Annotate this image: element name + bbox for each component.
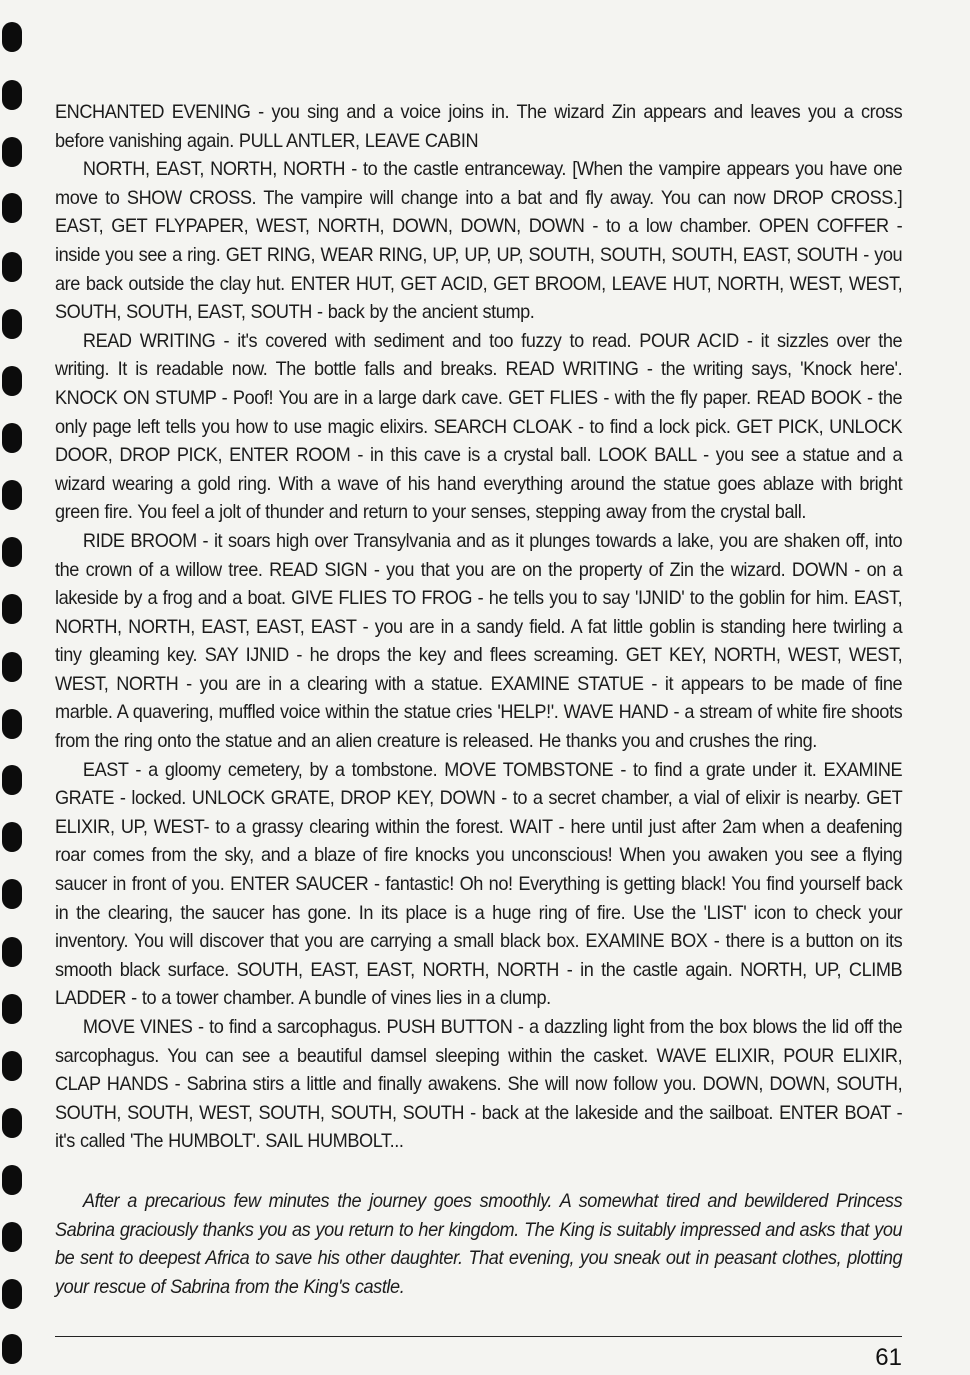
binding-hole	[2, 765, 22, 795]
binding-holes	[0, 0, 40, 1375]
walkthrough-paragraph: ENCHANTED EVENING - you sing and a voice joins in. The wizard Zin appears and leaves you a cross before vanishing again. PULL ANTLER, LEAVE CABIN	[55, 101, 903, 152]
binding-hole	[2, 652, 22, 682]
binding-hole	[2, 594, 22, 624]
binding-hole	[2, 309, 22, 339]
binding-hole	[2, 1108, 22, 1138]
binding-hole	[2, 937, 22, 967]
binding-hole	[2, 1051, 22, 1081]
binding-hole	[2, 137, 22, 167]
binding-hole	[2, 193, 22, 223]
binding-hole	[2, 1279, 22, 1309]
binding-hole	[2, 423, 22, 453]
walkthrough-paragraph: MOVE VINES - to find a sarcophagus. PUSH BUTTON - a dazzling light from the box blows the lid off the sarcophagus. You can see a beautiful damsel sleeping within the casket. WAVE ELIXIR, POUR ELIXIR, CLAP HANDS - Sabrina stirs a little and finally awakens. She will now follow you. DOWN, DOWN, SOUTH, SOUTH, SOUTH, WEST, SOUTH, SOUTH, SOUTH - back at the lakeside and the sailboat. ENTER BOAT - it's called 'The HUMBOLT'. SAIL HUMBOLT...	[55, 1016, 903, 1153]
binding-hole	[2, 22, 22, 52]
binding-hole	[2, 1222, 22, 1252]
binding-hole	[2, 537, 22, 567]
binding-hole	[2, 80, 22, 110]
walkthrough-paragraph: NORTH, EAST, NORTH, NORTH - to the castle entranceway. [When the vampire appears you have one move to SHOW CROSS. The vampire will change into a bat and fly away. You can now DROP CROSS.] EAST, GET FLYPAPER, WEST, NORTH, DOWN, DOWN, DOWN - to a low chamber. OPEN COFFER - inside you see a ring. GET RING, WEAR RING, UP, UP, UP, SOUTH, SOUTH, SOUTH, EAST, SOUTH - you are back outside the clay hut. ENTER HUT, GET ACID, GET BROOM, LEAVE HUT, NORTH, WEST, WEST, SOUTH, SOUTH, EAST, SOUTH - back by the ancient stump.	[55, 158, 903, 324]
binding-hole	[2, 879, 22, 909]
footer-rule	[55, 1336, 902, 1337]
walkthrough-text	[55, 98, 902, 1301]
walkthrough-paragraph: EAST - a gloomy cemetery, by a tombstone. MOVE TOMBSTONE - to find a grate under it. EXAMINE GRATE - locked. UNLOCK GRATE, DROP KEY, DOWN - to a secret chamber, a vial of elixir is nearby. GET ELIXIR, UP, WEST- to a grassy clearing within the forest. WAIT - here until just after 2am when a deafening roar comes from the sky, and a blaze of fire knocks you unconscious! When you awaken you see a flying saucer in front of you. ENTER SAUCER - fantastic! Oh no! Everything is getting black! You find yourself back in the clearing, the saucer has gone. In its place is a huge ring of fire. Use the 'LIST' icon to check your inventory. You will discover that you are carrying a small black box. EXAMINE BOX - there is a button on its smooth black surface. SOUTH, EAST, EAST, NORTH, NORTH - in the castle again. NORTH, UP, CLIMB LADDER - to a tower chamber. A bundle of vines lies in a clump.	[55, 758, 903, 1010]
page-number: 61	[875, 1344, 902, 1371]
walkthrough-paragraph: READ WRITING - it's covered with sediment and too fuzzy to read. POUR ACID - it sizzles over the writing. It is readable now. The bottle falls and breaks. READ WRITING - the writing says, 'Knock here'. KNOCK ON STUMP - Poof! You are in a large dark cave. GET FLIES - with the fly paper. READ BOOK - the only page left tells you how to use magic elixirs. SEARCH CLOAK - to find a lock pick. GET PICK, UNLOCK DOOR, DROP PICK, ENTER ROOM - in this cave is a crystal ball. LOOK BALL - you see a statue and a wizard wearing a gold ring. With a wave of his hand everything around the statue goes ablaze with bright green fire. You feel a jolt of thunder and return to your senses, stepping away from the crystal ball.	[55, 329, 903, 524]
walkthrough-paragraph: RIDE BROOM - it soars high over Transylvania and as it plunges towards a lake, you are shaken off, into the crown of a willow tree. READ SIGN - you that you are on the property of Zin the wizard. DOWN - on a lakeside by a frog and a boat. GIVE FLIES TO FROG - he tells you to say 'IJNID' to the goblin for him. EAST, NORTH, NORTH, EAST, EAST, EAST - you are in a sandy field. A fat little goblin is standing here twirling a tiny gleaming key. SAY IJNID - he drops the key and flees screaming. GET KEY, NORTH, WEST, WEST, WEST, NORTH - you are in a clearing with a statue. EXAMINE STATUE - it appears to be made of fine marble. A quavering, muffled voice within the statue cries 'HELP!'. WAVE HAND - a stream of white fire shoots from the ring onto the statue and an alien creature is released. He thanks you and crushes the ring.	[55, 529, 903, 753]
binding-hole	[2, 252, 22, 282]
binding-hole	[2, 994, 22, 1024]
binding-hole	[2, 822, 22, 852]
binding-hole	[2, 1165, 22, 1195]
binding-hole	[2, 709, 22, 739]
binding-hole	[2, 480, 22, 510]
binding-hole	[2, 366, 22, 396]
closing-paragraph: After a precarious few minutes the journey goes smoothly. A somewhat tired and bewildered Princess Sabrina graciously thanks you as you return to her kingdom. The King is suitably impressed and asks that you be sent to deepest Africa to save his other daughter. That evening, you sneak out in peasant clothes, plotting your rescue of Sabrina from the King's castle.	[55, 1189, 903, 1298]
binding-hole	[2, 1334, 22, 1364]
